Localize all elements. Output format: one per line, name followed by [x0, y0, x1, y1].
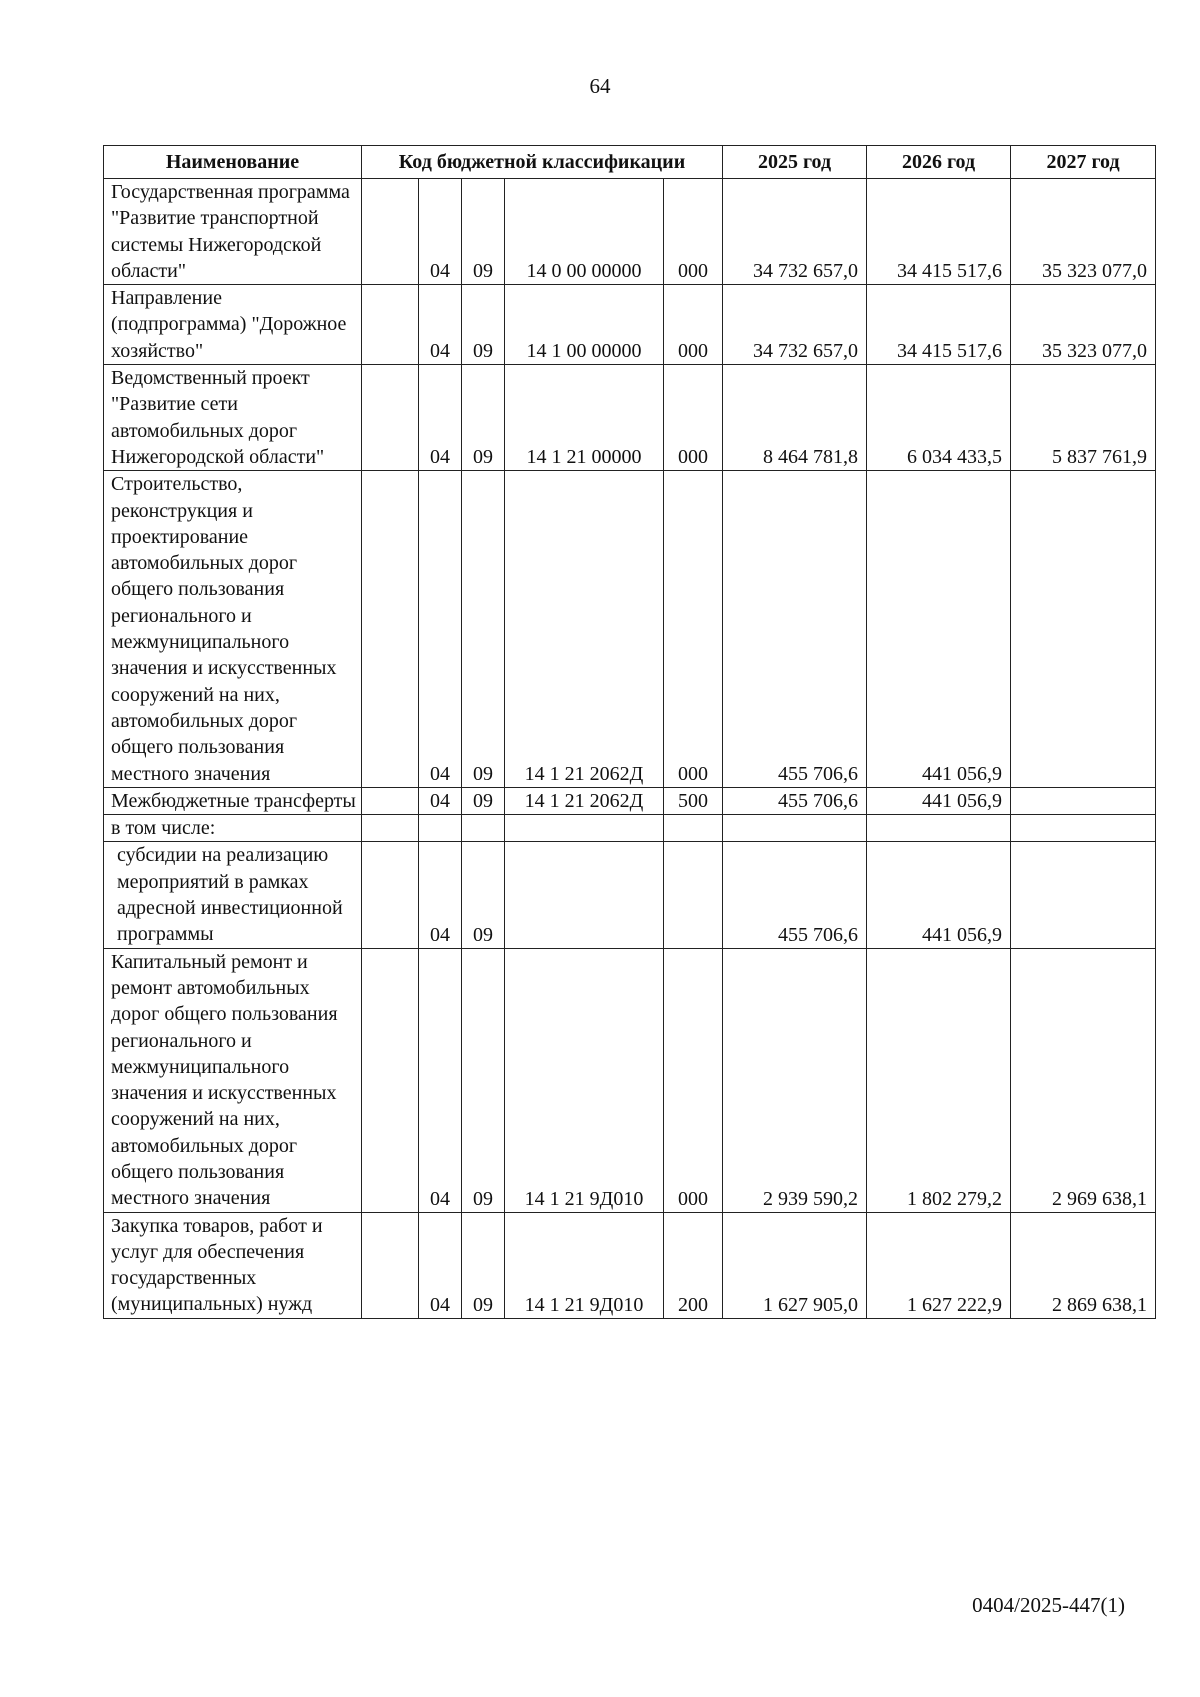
table-row: [104, 842, 1156, 948]
subsection-code: 09: [462, 842, 505, 948]
amount-2026: 6 034 433,5: [867, 365, 1011, 471]
target-article-code: [505, 842, 664, 948]
table-body: [104, 179, 1156, 1319]
subsection-code: 09: [462, 948, 505, 1212]
subsection-code: [462, 815, 505, 842]
amount-2027: 2 869 638,1: [1011, 1212, 1156, 1318]
amount-2026: 34 415 517,6: [867, 179, 1011, 285]
code-cell: [362, 179, 419, 285]
amount-2026: 1 627 222,9: [867, 1212, 1011, 1318]
expense-type-code: 000: [664, 285, 723, 365]
section-code: 04: [419, 948, 462, 1212]
section-code: 04: [419, 787, 462, 814]
table-row: [104, 285, 1156, 365]
document-number: 0404/2025-447(1): [972, 1593, 1125, 1617]
target-article-code: 14 0 00 00000: [505, 179, 664, 285]
target-article-code: 14 1 21 2062Д: [505, 471, 664, 788]
header-2026: 2026 год: [867, 146, 1011, 179]
amount-2027: [1011, 787, 1156, 814]
table-row: [104, 948, 1156, 1212]
row-name: Капитальный ремонт и ремонт автомобильных дорог общего пользования регионального и межмуниципального значения и искусственных сооружений на них, автомобильных дорог общего пользования местного значения: [104, 948, 362, 1212]
code-cell: [362, 365, 419, 471]
target-article-code: 14 1 21 9Д010: [505, 948, 664, 1212]
table-row: [104, 787, 1156, 814]
subsection-code: 09: [462, 1212, 505, 1318]
row-name: Строительство, реконструкция и проектирование автомобильных дорог общего пользования регионального и межмуниципального значения и искусственных сооружений на них, автомобильных дорог общего пользования местного значения: [104, 471, 362, 788]
amount-2026: 1 802 279,2: [867, 948, 1011, 1212]
section-code: 04: [419, 842, 462, 948]
code-cell: [362, 842, 419, 948]
row-name: субсидии на реализацию мероприятий в рамках адресной инвестиционной программы: [104, 842, 362, 948]
amount-2027: 35 323 077,0: [1011, 179, 1156, 285]
amount-2027: [1011, 815, 1156, 842]
amount-2027: 5 837 761,9: [1011, 365, 1156, 471]
amount-2026: 441 056,9: [867, 787, 1011, 814]
budget-table: [103, 145, 1156, 1319]
expense-type-code: 000: [664, 471, 723, 788]
row-name: Ведомственный проект "Развитие сети автомобильных дорог Нижегородской области": [104, 365, 362, 471]
header-2025: 2025 год: [723, 146, 867, 179]
header-code: Код бюджетной классификации: [362, 146, 723, 179]
subsection-code: 09: [462, 787, 505, 814]
target-article-code: 14 1 00 00000: [505, 285, 664, 365]
target-article-code: [505, 815, 664, 842]
amount-2026: 34 415 517,6: [867, 285, 1011, 365]
amount-2026: [867, 815, 1011, 842]
table-row: [104, 365, 1156, 471]
row-name: в том числе:: [104, 815, 362, 842]
amount-2026: 441 056,9: [867, 842, 1011, 948]
header-row: [104, 146, 1156, 179]
row-name: Государственная программа "Развитие транспортной системы Нижегородской области": [104, 179, 362, 285]
amount-2025: 455 706,6: [723, 842, 867, 948]
amount-2025: 2 939 590,2: [723, 948, 867, 1212]
code-cell: [362, 815, 419, 842]
amount-2025: 34 732 657,0: [723, 285, 867, 365]
amount-2025: 8 464 781,8: [723, 365, 867, 471]
row-name: Межбюджетные трансферты: [104, 787, 362, 814]
code-cell: [362, 948, 419, 1212]
amount-2025: 455 706,6: [723, 471, 867, 788]
table-row: [104, 179, 1156, 285]
header-2027: 2027 год: [1011, 146, 1156, 179]
amount-2027: 2 969 638,1: [1011, 948, 1156, 1212]
section-code: 04: [419, 285, 462, 365]
amount-2025: [723, 815, 867, 842]
expense-type-code: 000: [664, 365, 723, 471]
table-row: [104, 471, 1156, 788]
page-number: 64: [589, 74, 611, 98]
amount-2027: [1011, 471, 1156, 788]
amount-2025: 34 732 657,0: [723, 179, 867, 285]
expense-type-code: [664, 815, 723, 842]
code-cell: [362, 471, 419, 788]
subsection-code: 09: [462, 365, 505, 471]
table-row: [104, 815, 1156, 842]
target-article-code: 14 1 21 9Д010: [505, 1212, 664, 1318]
section-code: 04: [419, 471, 462, 788]
code-cell: [362, 787, 419, 814]
code-cell: [362, 285, 419, 365]
code-cell: [362, 1212, 419, 1318]
section-code: 04: [419, 179, 462, 285]
expense-type-code: [664, 842, 723, 948]
subsection-code: 09: [462, 285, 505, 365]
section-code: 04: [419, 365, 462, 471]
amount-2025: 1 627 905,0: [723, 1212, 867, 1318]
target-article-code: 14 1 21 2062Д: [505, 787, 664, 814]
expense-type-code: 500: [664, 787, 723, 814]
target-article-code: 14 1 21 00000: [505, 365, 664, 471]
section-code: 04: [419, 1212, 462, 1318]
amount-2027: 35 323 077,0: [1011, 285, 1156, 365]
amount-2026: 441 056,9: [867, 471, 1011, 788]
expense-type-code: 200: [664, 1212, 723, 1318]
subsection-code: 09: [462, 179, 505, 285]
amount-2027: [1011, 842, 1156, 948]
row-name: Направление (подпрограмма) "Дорожное хозяйство": [104, 285, 362, 365]
row-name: Закупка товаров, работ и услуг для обеспечения государственных (муниципальных) нужд: [104, 1212, 362, 1318]
expense-type-code: 000: [664, 179, 723, 285]
table-row: [104, 1212, 1156, 1318]
expense-type-code: 000: [664, 948, 723, 1212]
subsection-code: 09: [462, 471, 505, 788]
section-code: [419, 815, 462, 842]
header-name: Наименование: [104, 146, 362, 179]
amount-2025: 455 706,6: [723, 787, 867, 814]
